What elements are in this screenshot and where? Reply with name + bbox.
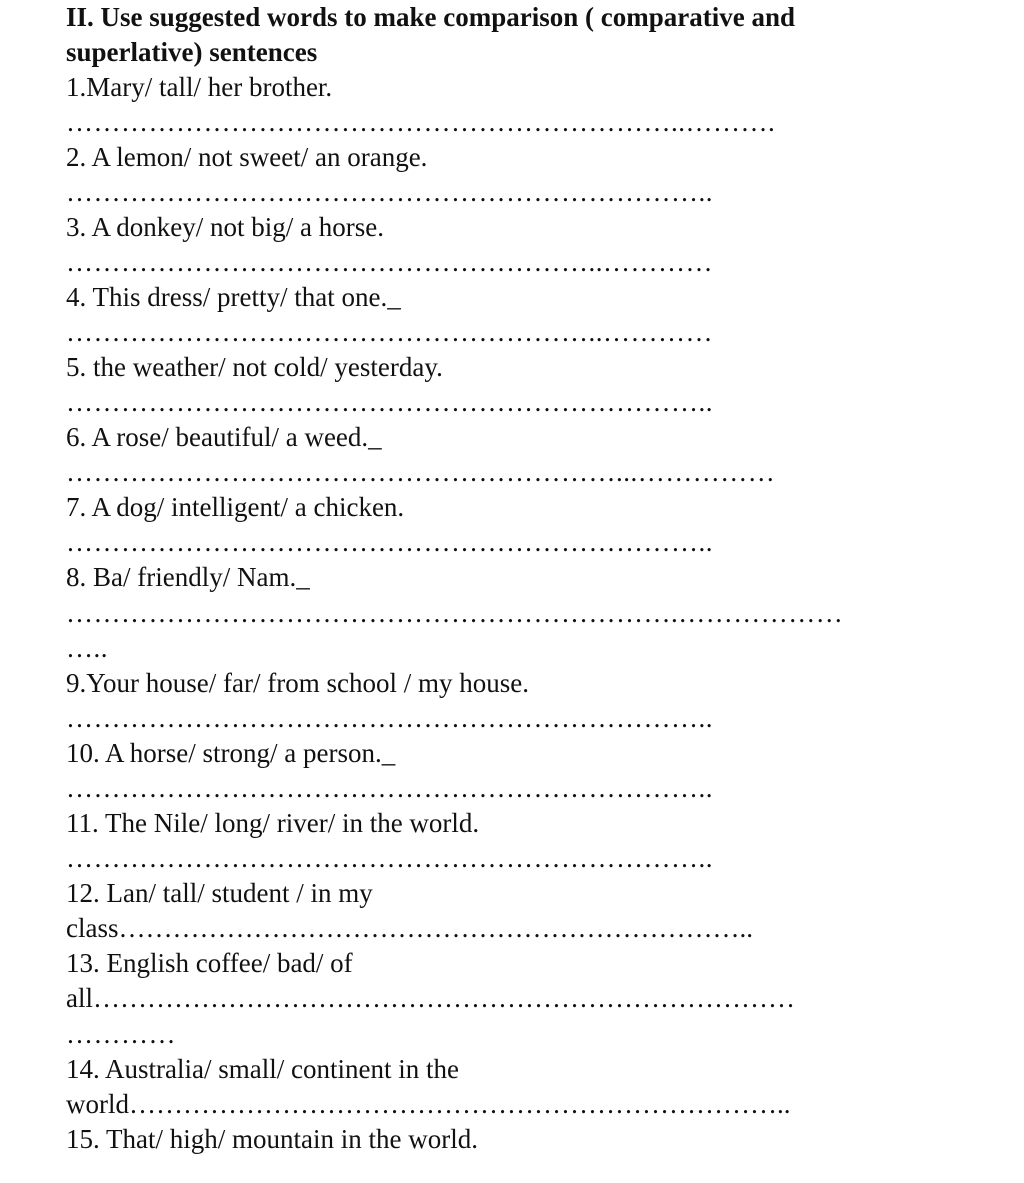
heading-line-1: II. Use suggested words to make comparison ( comparative and <box>66 2 795 32</box>
exercise-line-1: 1.Mary/ tall/ her brother. <box>66 72 333 102</box>
exercise-line-15: 15. That/ high/ mountain in the world. <box>66 1124 478 1154</box>
exercise-line-9: 9.Your house/ far/ from school / my house. <box>66 668 529 698</box>
exercise-line-10: 10. A horse/ strong/ a person._ <box>66 738 396 768</box>
exercise-line-5: 5. the weather/ not cold/ yesterday. <box>66 352 443 382</box>
exercise-line-12-continued: class…………………………………………………………….. <box>66 913 753 943</box>
answer-line-3: …………………………………………………..………… <box>66 247 713 277</box>
answer-line-11: …………………………………………………………….. <box>66 843 713 873</box>
exercise-line-11: 11. The Nile/ long/ river/ in the world. <box>66 808 480 838</box>
exercise-line-13: 13. English coffee/ bad/ of <box>66 948 353 978</box>
answer-line-2: …………………………………………………………….. <box>66 177 713 207</box>
answer-line-13-continued: ………… <box>66 1019 176 1049</box>
exercise-line-14: 14. Australia/ small/ continent in the <box>66 1054 459 1084</box>
answer-line-7: …………………………………………………………….. <box>66 527 713 557</box>
answer-line-10: …………………………………………………………….. <box>66 773 713 803</box>
answer-line-8: ………………………………………………………….……………… <box>66 598 844 628</box>
exercise-line-8: 8. Ba/ friendly/ Nam._ <box>66 562 310 592</box>
answer-line-1: …………………………………………………………..………. <box>66 107 776 137</box>
exercise-line-14-continued: world……………………………………………………………….. <box>66 1089 791 1119</box>
exercise-line-3: 3. A donkey/ not big/ a horse. <box>66 212 384 242</box>
exercise-line-6: 6. A rose/ beautiful/ a weed._ <box>66 422 382 452</box>
answer-line-9: …………………………………………………………….. <box>66 703 713 733</box>
answer-line-5: …………………………………………………………….. <box>66 387 713 417</box>
exercise-line-7: 7. A dog/ intelligent/ a chicken. <box>66 492 405 522</box>
answer-line-6: ……………………………………………………...…………… <box>66 457 776 487</box>
exercise-line-4: 4. This dress/ pretty/ that one._ <box>66 282 401 312</box>
exercise-line-12: 12. Lan/ tall/ student / in my <box>66 878 373 908</box>
answer-line-4: …………………………………………………..………… <box>66 317 713 347</box>
exercise-line-13-continued: all…………………………………………………………………… <box>66 983 795 1013</box>
exercise-line-2: 2. A lemon/ not sweet/ an orange. <box>66 142 428 172</box>
answer-line-8-continued: ….. <box>66 633 108 663</box>
heading-line-2: superlative) sentences <box>66 37 318 67</box>
